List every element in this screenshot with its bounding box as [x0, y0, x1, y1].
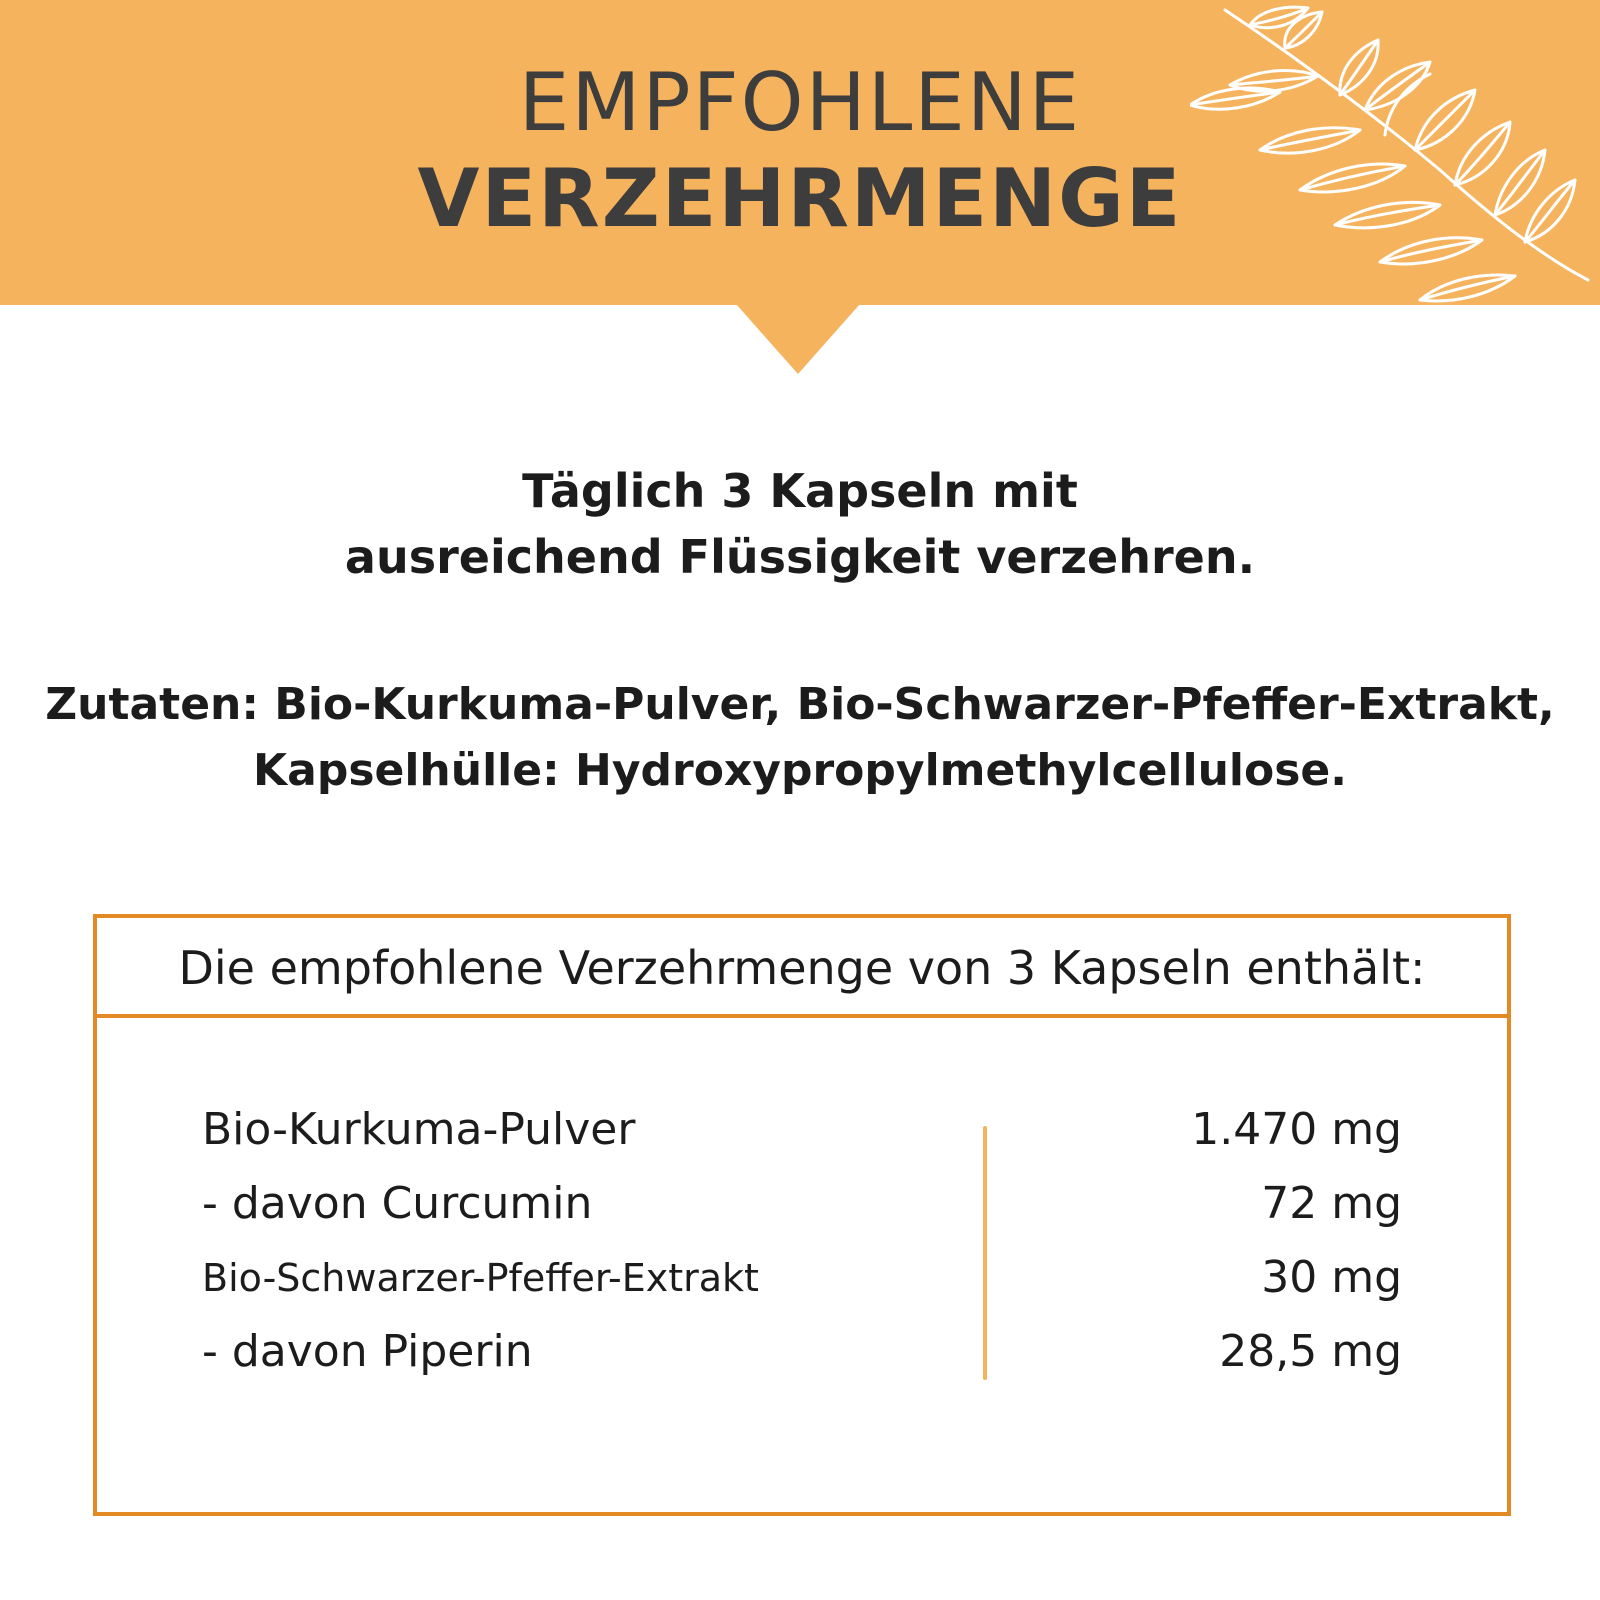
nutrient-name-pfeffer: Bio-Schwarzer-Pfeffer-Extrakt	[202, 1256, 759, 1300]
column-divider	[983, 1126, 987, 1380]
nutrient-amount-kurkuma: 1.470 mg	[1191, 1104, 1402, 1155]
nutrient-amount-curcumin: 72 mg	[1261, 1178, 1402, 1229]
dosage-line-1: Täglich 3 Kapseln mit	[522, 464, 1078, 518]
nutrient-amount-piperin: 28,5 mg	[1219, 1326, 1402, 1377]
ingredients-line-1: Zutaten: Bio-Kurkuma-Pulver, Bio-Schwarzer-Pfeffer-Extrakt,	[45, 679, 1555, 730]
nutrient-name-kurkuma: Bio-Kurkuma-Pulver	[202, 1104, 636, 1155]
dosage-instruction	[0, 458, 1600, 590]
nutrition-info-box	[93, 914, 1511, 1516]
info-box-heading: Die empfohlene Verzehrmenge von 3 Kapseln enthält:	[97, 918, 1507, 1018]
ingredients-text	[0, 672, 1600, 804]
page-title-line-1: EMPFOHLENE	[518, 56, 1082, 149]
ingredients-line-2: Kapselhülle: Hydroxypropylmethylcellulose.	[253, 745, 1347, 796]
nutrient-amount-pfeffer: 30 mg	[1261, 1252, 1402, 1303]
page-title-line-2: VERZEHRMENGE	[417, 152, 1183, 245]
nutrient-name-curcumin: - davon Curcumin	[202, 1178, 593, 1229]
dosage-line-2: ausreichend Flüssigkeit verzehren.	[344, 530, 1256, 584]
header-pointer	[736, 304, 860, 374]
nutrient-name-piperin: - davon Piperin	[202, 1326, 533, 1377]
